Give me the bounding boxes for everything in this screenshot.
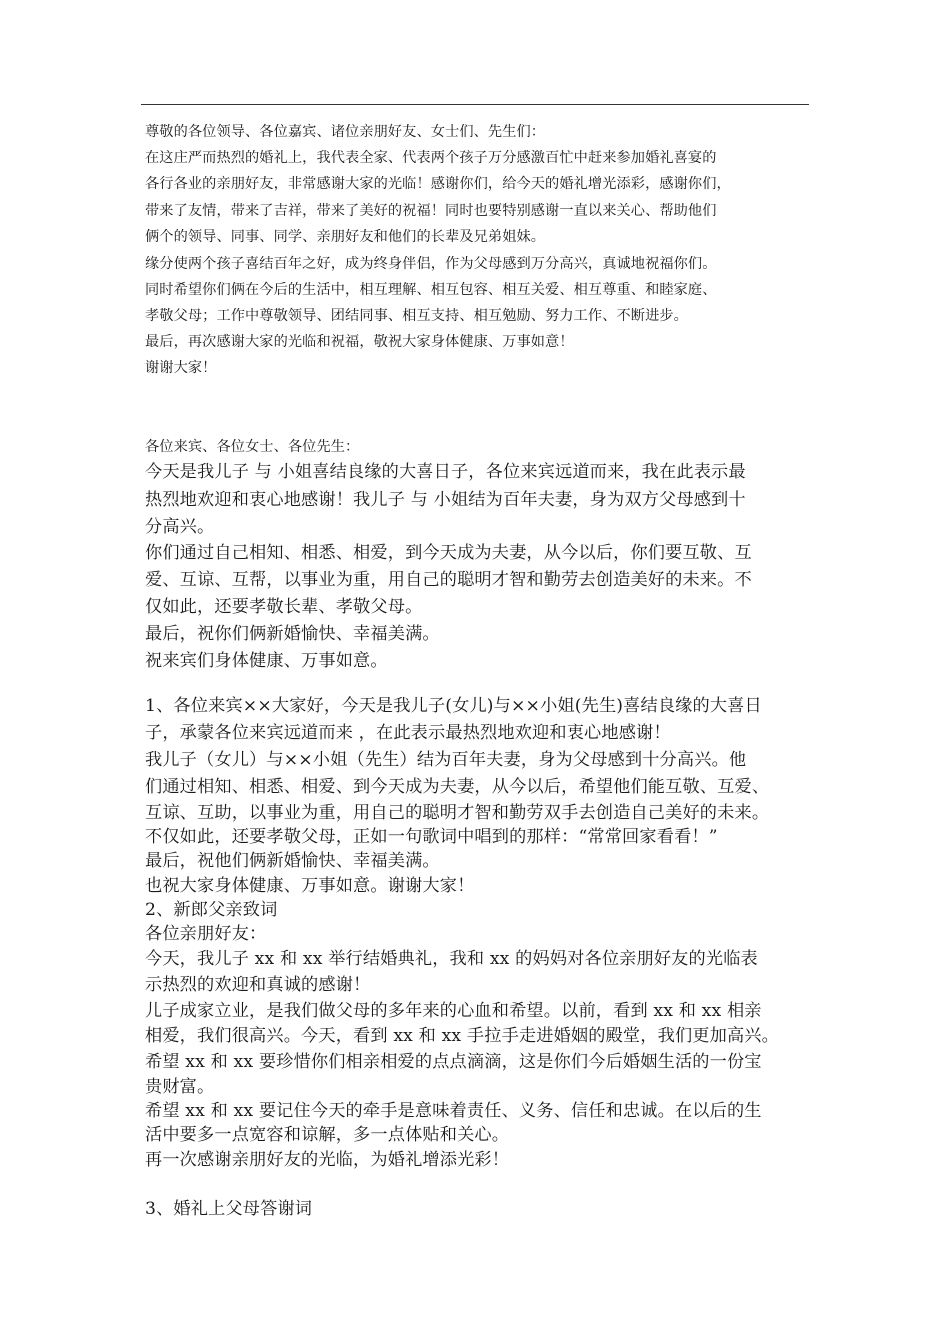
paragraph-line: 热烈地欢迎和衷心地感谢！我儿子 与 小姐结为百年夫妻，身为双方父母感到十	[145, 490, 746, 510]
section-heading: 3、婚礼上父母答谢词	[145, 1199, 313, 1219]
paragraph-line: 在这庄严而热烈的婚礼上，我代表全家、代表两个孩子万分感激百忙中赶来参加婚礼喜宴的	[145, 150, 717, 166]
paragraph-line: 今天，我儿子 xx 和 xx 举行结婚典礼，我和 xx 的妈妈对各位亲朋好友的光临表	[145, 949, 758, 969]
paragraph-line: 相爱，我们很高兴。今天，看到 xx 和 xx 手拉手走进婚姻的殿堂，我们更加高兴。	[145, 1026, 779, 1046]
paragraph-line: 各行各业的亲朋好友，非常感谢大家的光临！感谢你们，给今天的婚礼增光添彩，感谢你们，	[145, 176, 731, 192]
paragraph-line: 孝敬父母；工作中尊敬领导、团结同事、相互支持、相互勉励、努力工作、不断进步。	[145, 308, 688, 324]
paragraph-line: 希望 xx 和 xx 要珍惜你们相亲相爱的点点滴滴，这是你们今后婚姻生活的一份宝	[145, 1052, 762, 1072]
paragraph-line: 最后，祝你们俩新婚愉快、幸福美满。	[145, 624, 440, 644]
salutation-line: 各位亲朋好友：	[145, 924, 267, 944]
paragraph-line: 仅如此，还要孝敬长辈、孝敬父母。	[145, 597, 423, 617]
paragraph-line: 爱、互谅、互帮，以事业为重，用自己的聪明才智和勤劳去创造美好的未来。不	[145, 570, 752, 590]
paragraph-line: 再一次感谢亲朋好友的光临，为婚礼增添光彩！	[145, 1150, 510, 1170]
paragraph-line: 谢谢大家！	[145, 360, 217, 376]
section-heading: 2、新郎父亲致词	[145, 900, 278, 920]
paragraph-line: 同时希望你们俩在今后的生活中，相互理解、相互包容、相互关爱、相互尊重、和睦家庭、	[145, 282, 717, 298]
paragraph-line: 活中要多一点宽容和谅解，多一点体贴和关心。	[145, 1125, 510, 1145]
paragraph-line: 子，承蒙各位来宾远道而来 ，在此表示最热烈地欢迎和衷心地感谢！	[145, 723, 671, 743]
paragraph-line: 缘分使两个孩子喜结百年之好，成为终身伴侣，作为父母感到万分高兴，真诚地祝福你们。	[145, 256, 717, 272]
paragraph-line: 带来了友情，带来了吉祥，带来了美好的祝福！同时也要特别感谢一直以来关心、帮助他们	[145, 203, 717, 219]
paragraph-line: 祝来宾们身体健康、万事如意。	[145, 651, 388, 671]
paragraph-line: 们通过相知、相悉、相爱、到今天成为夫妻，从今以后，希望他们能互敬、互爱、	[145, 777, 770, 797]
paragraph-line: 贵财富。	[145, 1077, 215, 1097]
paragraph-line: 最后，再次感谢大家的光临和祝福，敬祝大家身体健康、万事如意！	[145, 334, 574, 350]
paragraph-line: 互谅、互助，以事业为重，用自己的聪明才智和勤劳双手去创造自己美好的未来。	[145, 803, 770, 823]
salutation-line: 各位来宾、各位女士、各位先生：	[145, 439, 360, 455]
paragraph-line: 不仅如此，还要孝敬父母，正如一句歌词中唱到的那样：“常常回家看看！”	[145, 827, 718, 847]
top-divider	[141, 104, 809, 105]
paragraph-line: 儿子成家立业，是我们做父母的多年来的心血和希望。以前，看到 xx 和 xx 相亲	[145, 1001, 762, 1021]
paragraph-line: 分高兴。	[145, 517, 215, 537]
paragraph-line: 最后，祝他们俩新婚愉快、幸福美满。	[145, 851, 440, 871]
paragraph-line: 也祝大家身体健康、万事如意。谢谢大家！	[145, 876, 475, 896]
paragraph-line: 1、各位来宾××大家好，今天是我儿子(女儿)与××小姐(先生)喜结良缘的大喜日	[145, 696, 762, 716]
paragraph-line: 你们通过自己相知、相悉、相爱，到今天成为夫妻，从今以后，你们要互敬、互	[145, 543, 752, 563]
paragraph-line: 今天是我儿子 与 小姐喜结良缘的大喜日子，各位来宾远道而来，我在此表示最	[145, 462, 746, 482]
paragraph-line: 示热烈的欢迎和真诚的感谢！	[145, 975, 371, 995]
salutation-line: 尊敬的各位领导、各位嘉宾、诸位亲朋好友、女士们、先生们：	[145, 124, 546, 140]
paragraph-line: 希望 xx 和 xx 要记住今天的牵手是意味着责任、义务、信任和忠诚。在以后的生	[145, 1101, 762, 1121]
paragraph-line: 我儿子（女儿）与××小姐（先生）结为百年夫妻，身为父母感到十分高兴。他	[145, 750, 747, 770]
paragraph-line: 俩个的领导、同事、同学、亲朋好友和他们的长辈及兄弟姐妹。	[145, 229, 546, 245]
